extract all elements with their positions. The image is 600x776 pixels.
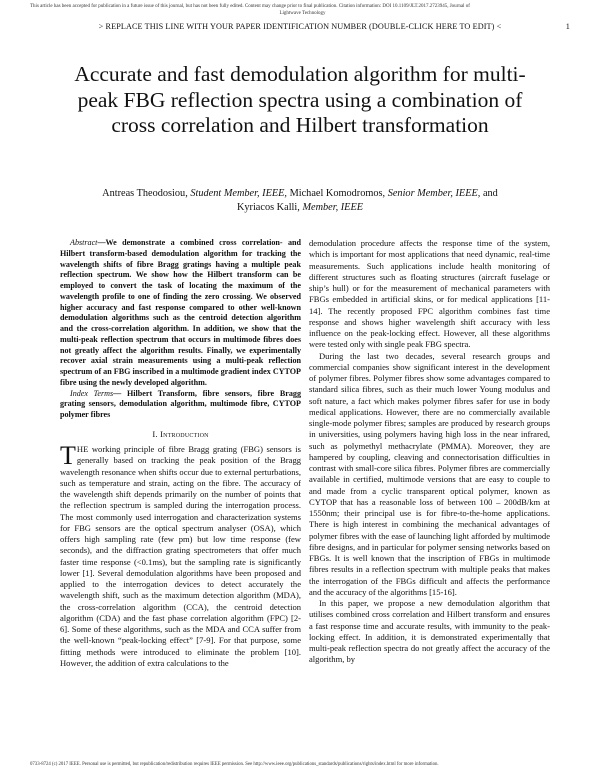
copyright-footer: 0733-8724 (c) 2017 IEEE. Personal use is permitted, but republication/redistribution requires IEEE permission. See http://www.ieee.org/publications_standards/publications/rights/index.html for more information. [30,762,439,767]
author-1-role: Student Member, IEEE, [190,188,288,199]
author-1-name: Antreas Theodosiou, [102,188,188,199]
author-3-role: Member, IEEE [302,202,364,213]
paper-title: Accurate and fast demodulation algorithm for multi-peak FBG reflection spectra using a combination of cross correlation and Hilbert transformation [74,62,526,137]
right-column [309,238,550,666]
author-and: and [482,188,498,199]
author-3-name: Kyriacos Kalli, [236,202,300,213]
left-column [60,238,301,669]
section-number: I. [152,428,158,439]
abstract-lead: Abstract [70,238,98,247]
index-terms [60,389,301,421]
index-terms-lead: Index Terms [70,388,114,398]
publication-note-line2: Lightwave Technology [279,11,326,16]
drop-cap: T [60,441,76,470]
abstract-text: —We demonstrate a combined cross correlation- and Hilbert transform-based demodulation algorithm for tracking the wavelength shifts of fibre Bragg gratings having a multiple peak reflection spectrum. We show how the Hilbert transform can be employed to convert the task of locating the maximum of the wavelength profile to one of finding the zero crossing. We observed higher accuracy and fast response compared to other well-known demodulation algorithms such as the centroid detection algorithm and the cross-correlation algorithm. In addition, we show that the multi-peak reflection spectrum that occurs in multimode fibres does not greatly affect the algorithm results. Finally, we experimentally recover axial strain measurements using a multi-peak reflection spectrum of an FBG inscribed in a multimode gradient index CYTOP fibre using the newly developed algorithm. [60,238,301,387]
section-title: Introduction [160,428,209,439]
right-paragraph-2: During the last two decades, several research groups and commercial companies show significant interest in the development of polymer fibres. Polymer fibres show some advantages compared to standard silica fibres, such as their much lower Young modulus and soft nature, a fact which makes polymer fibres safer for use in body medical applications. However, there are no commercially available single-mode polymer fibres; samples are produced by research groups in universities, using polymers having high loss in the near infrared, such as polymethyl methacrylate (PMMA). Moreover, they are hampered by coupling, cleaving and connectorisation difficulties in contrast with small-core silica fibres. Polymer fibres are commercially available in certified, multimode versions that are easy to couple to and made from a cyclic transparent optical polymer, known as CYTOP that has a reasonable loss of between 100 – 200dB/km at 1550nm; their principal use is for fibre-to-the-home applications. There is high interest in combining the mechanical advantages of polymer fibres with the ease of launching light afforded by multimode fibre designs, and in particular for polymer sensing networks based on FBGs. It is well known that the inscription of FBGs in multimode fibres results in a reflection spectrum with multiple peaks that makes the interrogation of the FBGs difficult and affects the performance and the accuracy of the algorithms [15-16]. [309,350,550,597]
intro-paragraph-1 [60,441,301,669]
author-2-name: Michael Komodromos, [289,188,386,199]
publication-note-line1: This article has been accepted for publication in a future issue of this journal, but has not been fully edited. Content may change prior to final publication. Citation information: DOI 10.1109/JLT.2017.2723945, Journal of [30,4,470,9]
author-2-role: Senior Member, IEEE, [387,188,481,199]
running-header-text: > REPLACE THIS LINE WITH YOUR PAPER IDENTIFICATION NUMBER (DOUBLE-CLICK HERE TO EDIT) < [98,22,502,31]
right-paragraph-3: In this paper, we propose a new demodulation algorithm that utilises combined cross correlation and Hilbert transform and ensures a fast response time and accurate results, with immunity to the peak-locking effect. In addition, it is demonstrated experimentally that multi-peak reflection spectra do not greatly affect the accuracy of the algorithm, by [309,598,550,665]
publication-note [30,3,575,17]
index-terms-text: — Hilbert Transform, fibre sensors, fibre Bragg grating sensors, demodulation algorithm, multimode fibre, CYTOP polymer fibres [60,388,301,419]
author-list [60,187,540,215]
right-paragraph-1: demodulation procedure affects the response time of the system, which is important for most applications that need dynamic, real-time measurements. Such applications include health monitoring of different structures such as floating structures (aircraft fuselage or ship’s hull) or for the measurement of mechanical parameters with FBGs embedded in artificial skins, or for medical applications [11-14]. The recently proposed FPC algorithm combines fast time response and shows higher wavelength shift accuracy with less influence on the peak-locking effect. However, all these algorithms were tested only with single peak FBG spectra. [309,238,550,350]
page-number: 1 [565,22,570,31]
abstract [60,238,301,389]
section-heading-introduction [60,429,301,440]
intro-paragraph-1-text: HE working principle of fibre Bragg grating (FBG) sensors is generally based on tracking the peak position of the Bragg wavelength resonance when shifts occur due to external perturbations, such as temperature and strain, acting on the fibre. The accuracy of the wavelength shift depends primarily on the number of points that the reflection spectrum is sampled during the interrogation process. The most commonly used interrogation and characterization systems for FBG sensors are the optical spectrum analyser (OSA), which offers high sampling rate (few pm) but low time response (few seconds), and the diffraction grating spectrometers that offer much faster time response (<0.1ms), but the sampling rate is significantly lower [1]. Several demodulation algorithms have been proposed and applied to the interrogation devices to detect accurately the wavelength shift, such as the maximum detection algorithm (MDA), the cross-correlation algorithm (CCA), the centroid detection algorithm (CDA) and the fast phase correlation algorithm (FPC) [2-6]. Some of these algorithms, such as the MDA and CCA suffer from the well-known “peak-locking effect” [7-9]. For that purpose, some fitting methods were introduced to eliminate the problem [10]. However, the addition of extra calculations to the [60,444,301,668]
running-header [30,22,570,31]
